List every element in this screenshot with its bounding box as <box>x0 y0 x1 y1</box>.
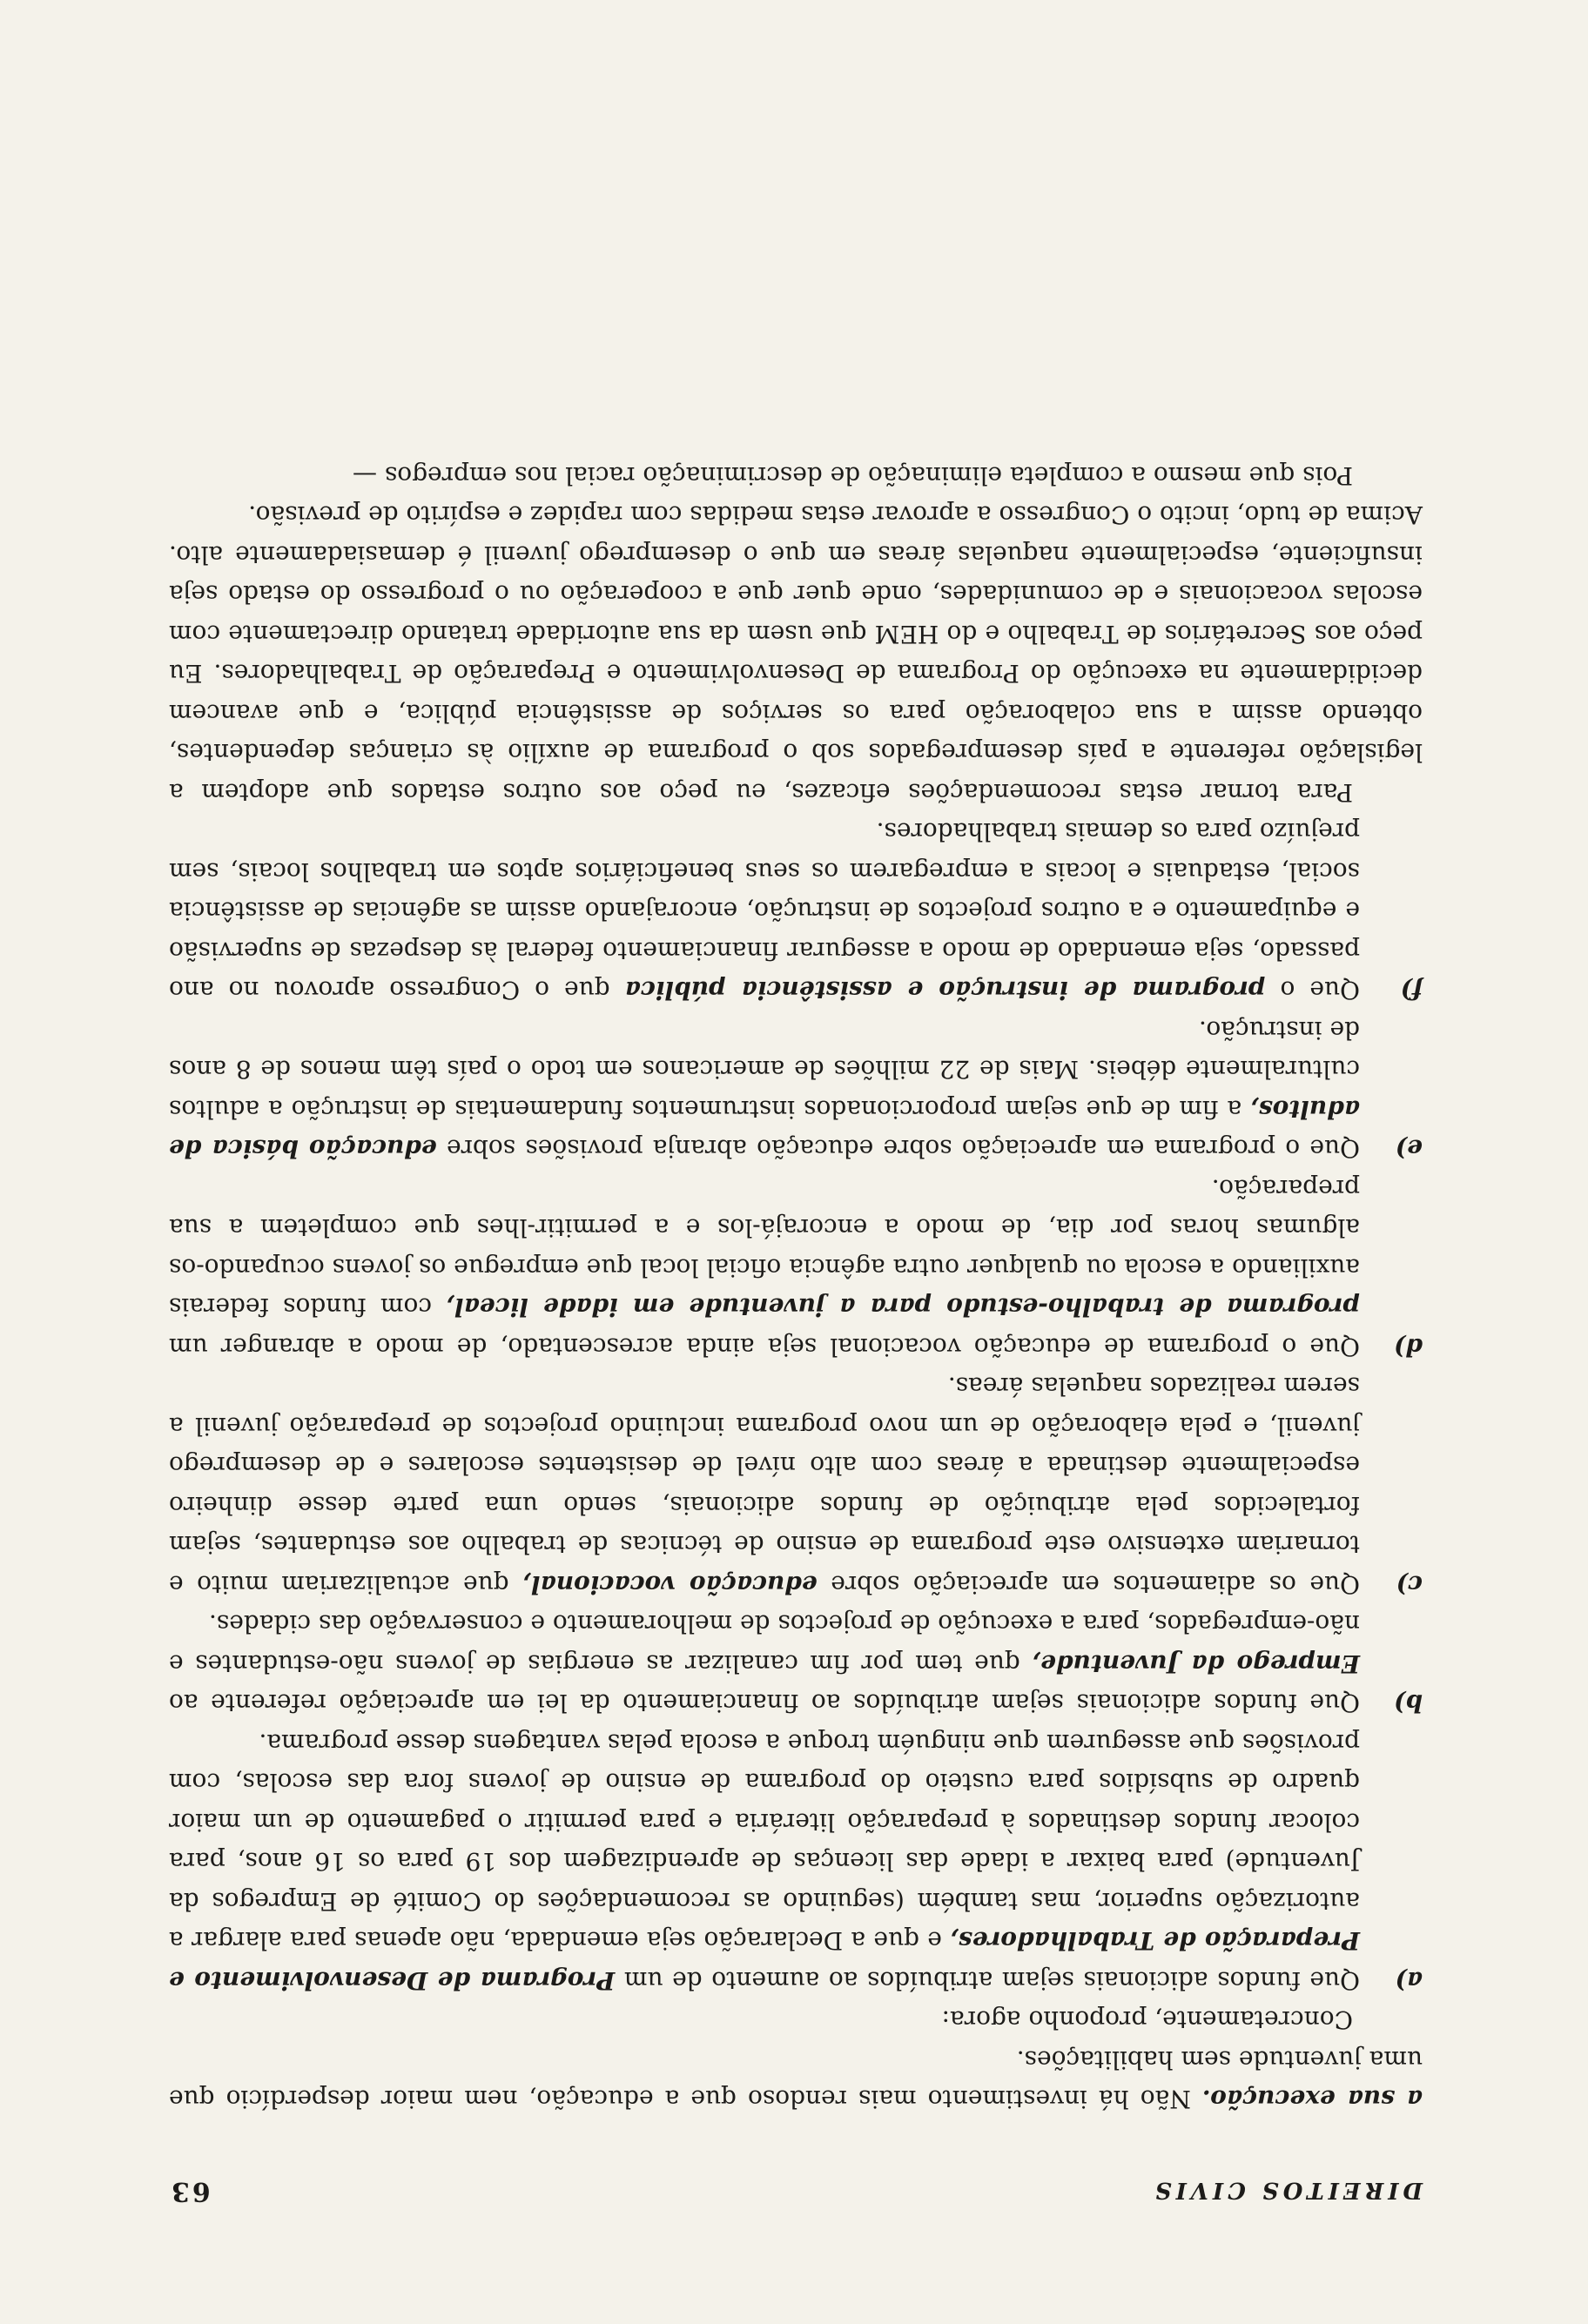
item-label: a) <box>1395 1966 1423 1995</box>
page-number: 63 <box>169 2176 211 2206</box>
item-label: e) <box>1395 1134 1423 1164</box>
item-italic: educação básica de adultos, <box>169 1095 1360 1164</box>
intro-paragraph <box>169 2040 1423 2119</box>
list-item-e <box>169 1011 1423 1169</box>
item-text: a fim de que sejam proporcionados instrumentos fundamentais de instrução a adultos culturalmente débeis. Mais de 22 milhões de americanos em todo o país têm menos de 8 anos de instrução. <box>169 1016 1360 1124</box>
item-text: Que fundos adicionais sejam atribuídos ao aumento de um <box>615 1966 1360 1995</box>
running-title: DIREITOS CIVIS <box>1150 2177 1423 2203</box>
item-italic: programa de instrução e assistência pública <box>624 976 1266 1005</box>
item-text: que actualizariam muito e tornariam extensivo este programa de ensino de técnicas de trabalho aos estudantes, sejam fortalecidos pela atribuição de fundos adicionais, sendo uma parte desse dinheiro especialmente destinada a áreas com alto nível de desistentes escolares e de desemprego juvenil, e pela elaboração de um novo programa incluindo projectos de preparação juvenil a serem realizados naquelas áreas. <box>169 1372 1360 1599</box>
list-item-a <box>169 1723 1423 2001</box>
intro-italic: a sua execução. <box>1201 2085 1423 2114</box>
item-text: que tem por fim canalizar as energias de jovens não-estudantes e não-empregados, para a execução de projectos de melhoramento e conservação das cidades. <box>168 1609 1360 1678</box>
intro-text: Não há investimento mais rendoso que a educação, nem maior desperdício que uma juventude sem habilitações. <box>169 2045 1423 2114</box>
concretely-line: Concretamente, proponho agora: <box>941 2005 1353 2035</box>
closing-paragraph: Para tornar estas recomendações eficazes, eu peço aos outros estados que adoptem a legislação referente a país desempregados sob o programa de auxílio às crianças dependentes, obtendo assim a sua colaboração para os serviços de assistência pública, e que avancem decididamente na execução do Programa de Desenvolvimento e Preparação de Trabalhadores. Eu peço aos Secretários de Trabalho e do HEM que usem da sua autoridade tratando directamente com escolas vocacionais e de comunidades, onde quer que a cooperação ou o progresso do estado seja insuficiente, especialmente naquelas áreas em que o desemprego juvenil é demasiadamente alto. Acima de tudo, incito o Congresso a aprovar estas medidas com rapidez e espírito de previsão. <box>169 500 1423 807</box>
item-italic: educação vocacional, <box>522 1570 818 1599</box>
item-text: Que o programa em apreciação sobre educação abranja provisões sobre <box>436 1134 1360 1164</box>
closing-last-line: Pois que mesmo a completa eliminação de descriminação racial nos empregos — <box>353 461 1353 490</box>
item-body <box>169 1011 1360 1169</box>
item-text: Que os adiamentos em apreciação sobre <box>817 1570 1360 1599</box>
item-label: b) <box>1394 1689 1423 1718</box>
item-italic: Programa de Desenvolvimento e Preparação de Trabalhadores, <box>169 1926 1360 1995</box>
item-italic: programa de trabalho-estudo para a juventude em idade liceal, <box>446 1293 1360 1322</box>
item-label: c) <box>1396 1570 1423 1599</box>
item-text: Que fundos adicionais sejam atribuídos ao financiamento da lei em apreciação referente ao <box>169 1689 1360 1718</box>
item-body <box>169 1723 1360 2001</box>
item-text: Que o programa de educação vocacional seja ainda acrescentado, de modo a abranger um <box>169 1333 1360 1361</box>
list-item-f <box>169 812 1423 1011</box>
running-header <box>169 2170 1423 2212</box>
item-text: Que o <box>1265 976 1360 1005</box>
item-text: e que a Declaração seja emendada, não apenas para alargar a autorização superior, mas também (seguindo as recomendações do Comité de Empregos da Juventude) para baixar a idade das licenças de aprendizagem dos 19 para os 16 anos, para colocar fundos destinados à preparação literária e para permitir o pagamento de um maior quadro de subsídios para custeio do programa de ensino de jovens fora das escolas, com provisões que assegurem que ninguém troque a escola pelas vantagens desse programa. <box>168 1729 1360 1956</box>
item-text: com fundos federais auxiliando a escola ou qualquer outra agência oficial local que empregue os jovens ocupando-os algumas horas por dia, de modo a encorajá-los e a permitir-lhes que completem a sua preparação. <box>169 1174 1360 1322</box>
list-item-c <box>169 1367 1423 1604</box>
item-body <box>169 812 1360 1011</box>
item-label: f) <box>1400 976 1423 1005</box>
item-label: d) <box>1394 1333 1423 1361</box>
item-body <box>169 1604 1360 1723</box>
item-body <box>169 1169 1360 1367</box>
item-italic: Emprego da Juventude, <box>1032 1649 1360 1678</box>
list-item-b <box>169 1604 1423 1723</box>
list-item-d <box>169 1169 1423 1367</box>
page-content <box>169 456 1423 2212</box>
item-body <box>169 1367 1360 1604</box>
item-text: que o Congresso aprovou no ano passado, seja emendado de modo a assegurar financiamento federal às despezas de supervisão e equipamento e a outros projectos de instrução, encorajando assim as agências de assistência social, estaduais e locais a empregarem os seus beneficiários aptos em trabalhos locais, sem prejuízo para os demais trabalhadores. <box>169 817 1360 1005</box>
